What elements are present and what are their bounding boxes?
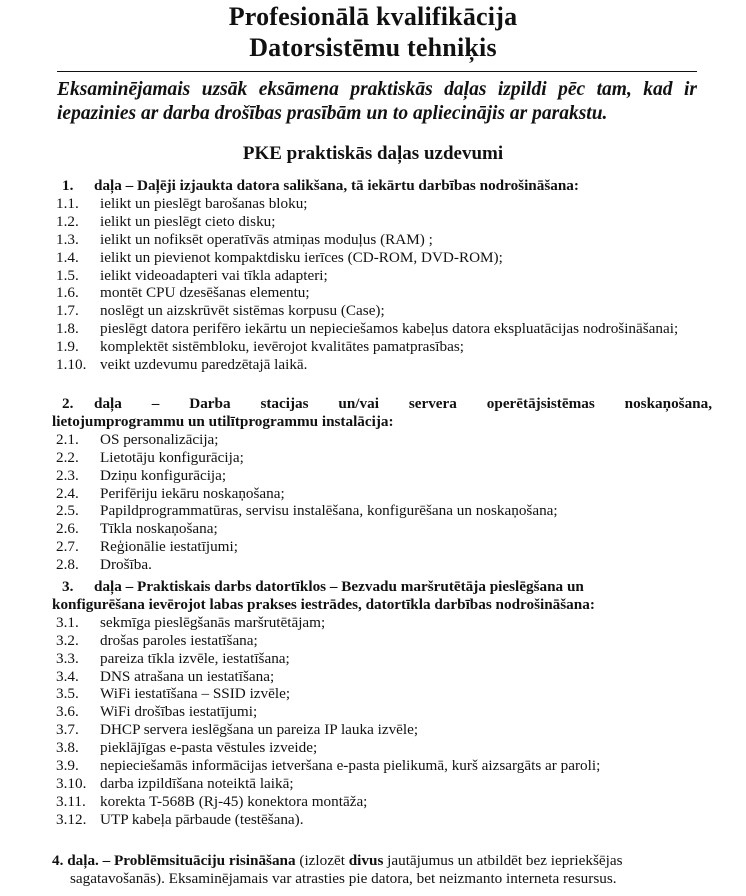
item-number: 2.1. xyxy=(56,430,79,448)
section-2-heading-line-1 xyxy=(52,395,712,413)
section-3-heading-line-2: konfigurēšana ievērojot labas prakses iestrādes, datortīkla darbības nodrošināšana: xyxy=(52,595,595,613)
title-line-1: Profesionālā kvalifikācija xyxy=(228,2,518,31)
item-number: 3.2. xyxy=(56,631,79,649)
section-4-text-b: jautājumus un atbildēt bez iepriekšējas xyxy=(387,852,623,869)
item-number: 3.7. xyxy=(56,721,79,739)
item-text: montēt CPU dzesēšanas elementu; xyxy=(100,284,310,302)
notice-line-2: iepazinies ar darba drošības prasībām un to apliecinājis ar parakstu. xyxy=(57,103,608,124)
item-number: 1.5. xyxy=(56,266,79,284)
list-item xyxy=(52,668,712,686)
list-item xyxy=(52,650,712,668)
item-number: 2.2. xyxy=(56,448,79,466)
list-item xyxy=(52,793,712,811)
item-text: WiFi iestatīšana – SSID izvēle; xyxy=(100,685,291,703)
item-text: korekta T-568B (Rj-45) konektora montāža; xyxy=(100,792,368,810)
list-item xyxy=(52,267,712,285)
item-text: DHCP servera ieslēgšana un pareiza IP lauka izvēle; xyxy=(100,721,419,739)
item-text: ielikt un nofiksēt operatīvās atmiņas moduļus (RAM) ; xyxy=(100,230,433,248)
list-item xyxy=(52,556,712,574)
list-item xyxy=(52,685,712,703)
item-number: 3.5. xyxy=(56,685,79,703)
list-item xyxy=(52,811,712,829)
item-text: pareiza tīkla izvēle, iestatīšana; xyxy=(100,649,290,667)
item-number: 2.5. xyxy=(56,502,79,520)
section-title-line-1: daļa – Darba stacijas un/vai servera operētājsistēmas noskaņošana, xyxy=(94,395,712,412)
section-number: 1. xyxy=(62,177,74,194)
list-item xyxy=(52,502,712,520)
item-number: 2.6. xyxy=(56,520,79,538)
item-number: 1.9. xyxy=(56,338,79,356)
item-text: Perifēriju iekāru noskaņošana; xyxy=(100,484,285,502)
list-item xyxy=(52,320,712,338)
item-number: 3.10. xyxy=(56,774,87,792)
section-4-line-2: sagatavošanās). Eksaminējamais var atrasties pie datora, bet neizmanto interneta resursus. xyxy=(70,869,617,887)
item-number: 1.8. xyxy=(56,320,79,338)
list-item xyxy=(52,739,712,757)
list-item xyxy=(52,757,712,775)
section-4-line-1 xyxy=(52,852,712,870)
item-number: 3.8. xyxy=(56,739,79,757)
list-item xyxy=(52,249,712,267)
item-text: darba izpildīšana noteiktā laikā; xyxy=(100,774,294,792)
item-number: 3.6. xyxy=(56,703,79,721)
section-4-text-a: (izlozēt xyxy=(299,852,345,869)
item-text: Dziņu konfigurācija; xyxy=(100,466,227,484)
list-item xyxy=(52,338,712,356)
item-text: komplektēt sistēmbloku, ievērojot kvalitātes pamatprasības; xyxy=(100,338,464,356)
item-text: WiFi drošības iestatījumi; xyxy=(100,703,258,721)
section-1 xyxy=(52,177,712,374)
list-item xyxy=(52,703,712,721)
header-divider xyxy=(57,71,697,72)
list-item xyxy=(52,467,712,485)
item-number: 3.12. xyxy=(56,810,87,828)
item-number: 2.7. xyxy=(56,538,79,556)
item-number: 1.10. xyxy=(56,356,87,374)
section-4-title: daļa. – Problēmsituāciju risināšana xyxy=(67,852,296,869)
list-item xyxy=(52,284,712,302)
tasks-heading: PKE praktiskās daļas uzdevumi xyxy=(242,143,504,164)
list-item xyxy=(52,431,712,449)
item-text: ielikt videoadapteri vai tīkla adapteri; xyxy=(100,266,328,284)
item-number: 1.4. xyxy=(56,248,79,266)
item-text: pieslēgt datora perifēro iekārtu un nepieciešamos kabeļus datora ekspluatācijas nodrošināšanai; xyxy=(100,320,679,338)
item-text: Drošība. xyxy=(100,556,152,574)
item-number: 3.1. xyxy=(56,613,79,631)
item-number: 1.1. xyxy=(56,194,79,212)
item-text: ielikt un pieslēgt barošanas bloku; xyxy=(100,194,308,212)
section-4-bold-word: divus xyxy=(348,852,384,869)
list-item xyxy=(52,538,712,556)
list-item xyxy=(52,449,712,467)
item-text: ielikt un pieslēgt cieto disku; xyxy=(100,212,276,230)
item-number: 1.2. xyxy=(56,212,79,230)
item-text: UTP kabeļa pārbaude (testēšana). xyxy=(100,810,304,828)
item-text: OS personalizācija; xyxy=(100,430,219,448)
list-item xyxy=(52,231,712,249)
item-number: 3.9. xyxy=(56,757,79,775)
section-title: daļa – Daļēji izjaukta datora salikšana, tā iekārtu darbības nodrošināšana: xyxy=(94,177,579,194)
item-text: pieklājīgas e-pasta vēstules izveide; xyxy=(100,739,318,757)
item-number: 1.3. xyxy=(56,230,79,248)
item-number: 3.4. xyxy=(56,667,79,685)
item-number: 1.7. xyxy=(56,302,79,320)
item-text: Papildprogrammatūras, servisu instalēšana, konfigurēšana un noskaņošana; xyxy=(100,502,558,520)
section-4 xyxy=(52,852,712,888)
item-text: DNS atrašana un iestatīšana; xyxy=(100,667,275,685)
item-text: drošas paroles iestatīšana; xyxy=(100,631,258,649)
list-item xyxy=(52,614,712,632)
item-text: Tīkla noskaņošana; xyxy=(100,520,218,538)
item-text: Lietotāju konfigurācija; xyxy=(100,448,244,466)
section-title-line-1: daļa – Praktiskais darbs datortīklos – Bezvadu maršrutētāja pieslēgšana un xyxy=(94,578,584,595)
item-text: nepieciešamās informācijas ietveršana e-pasta pielikumā, kurš aizsargāts ar paroli; xyxy=(100,757,601,775)
item-number: 2.4. xyxy=(56,484,79,502)
section-2-heading-line-2: lietojumprogrammu un utilītprogrammu instalācija: xyxy=(52,412,394,430)
list-item xyxy=(52,485,712,503)
title-line-2: Datorsistēmu tehniķis xyxy=(249,33,497,62)
item-text: ielikt un pievienot kompaktdisku ierīces (CD-ROM, DVD-ROM); xyxy=(100,248,503,266)
item-text: veikt uzdevumu paredzētajā laikā. xyxy=(100,356,308,374)
list-item xyxy=(52,721,712,739)
list-item xyxy=(52,632,712,650)
item-text: sekmīga pieslēgšanās maršrutētājam; xyxy=(100,613,326,631)
section-2 xyxy=(52,395,712,574)
list-item xyxy=(52,775,712,793)
list-item xyxy=(52,520,712,538)
item-text: noslēgt un aizskrūvēt sistēmas korpusu (Case); xyxy=(100,302,385,320)
section-4-number: 4. xyxy=(52,852,64,869)
section-3-heading-line-1 xyxy=(52,578,712,596)
item-number: 2.3. xyxy=(56,466,79,484)
list-item xyxy=(52,302,712,320)
item-number: 3.11. xyxy=(56,792,86,810)
section-number: 2. xyxy=(62,395,74,412)
notice-line-1: Eksaminējamais uzsāk eksāmena praktiskās daļas izpildi pēc tam, kad ir xyxy=(57,79,697,100)
item-text: Reģionālie iestatījumi; xyxy=(100,538,238,556)
section-1-heading xyxy=(52,177,712,195)
item-number: 1.6. xyxy=(56,284,79,302)
list-item xyxy=(52,213,712,231)
item-number: 2.8. xyxy=(56,556,79,574)
item-number: 3.3. xyxy=(56,649,79,667)
list-item xyxy=(52,356,712,374)
safety-notice xyxy=(57,78,697,126)
list-item xyxy=(52,195,712,213)
section-3 xyxy=(52,578,712,829)
section-number: 3. xyxy=(62,578,74,595)
